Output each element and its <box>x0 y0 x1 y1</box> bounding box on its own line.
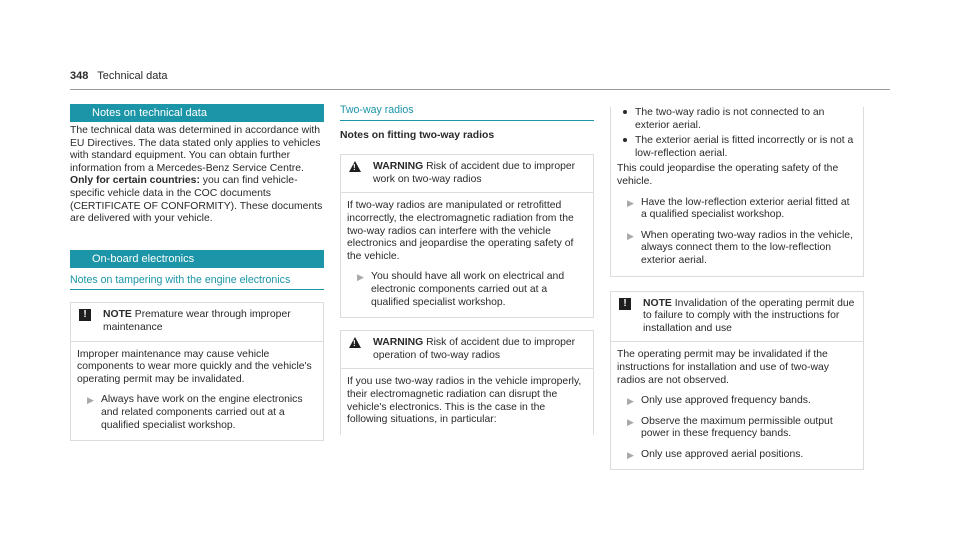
note-body <box>71 341 323 441</box>
column-3 <box>610 104 864 470</box>
warning-body-text-1: If two-way radios are manipulated or retrofitted incorrectly, the electromagnetic radiation from the two-way radios can interfere with the vehicle electronics and jeopardise the operating safety of the vehicle. <box>347 200 574 262</box>
after-bullets-text: This could jeopardise the operating safety of the vehicle. <box>617 163 839 187</box>
bullet-text: The exterior aerial is fitted incorrectly or is not a low-reflection aerial. <box>635 135 854 159</box>
warning-box-continued <box>610 107 864 277</box>
arrow-right-icon: ▶ <box>627 449 634 460</box>
warning-box-work <box>340 154 594 318</box>
intro-paragraph: The technical data was determined in accordance with EU Directives. The data stated only applies to vehicles with standard equipment. You can obtain further information from a Mercedes-Benz Service Centre. <box>70 125 321 174</box>
notice-square-icon: ! <box>619 298 631 310</box>
bullet-text: The two-way radio is not connected to an exterior aerial. <box>635 107 825 131</box>
arrow-right-icon: ▶ <box>627 396 634 407</box>
heading-fitting: Notes on fitting two-way radios <box>340 129 495 141</box>
header-rule <box>70 89 890 90</box>
bullet-dot-icon <box>617 107 635 132</box>
step-item <box>617 197 857 222</box>
note-label: NOTE <box>103 309 132 321</box>
step-item <box>617 449 857 462</box>
countries-text: you can find vehicle-specific vehicle data in the COC documents (CERTIFICATE OF CONFORMITY). These documents are delivered with your vehicle. <box>70 175 323 225</box>
arrow-right-icon: ▶ <box>627 197 634 208</box>
note-text-permit: Invalidation of the operating permit due to failure to comply with the instructions for installation and use <box>643 297 855 334</box>
warning-head-1 <box>341 155 593 192</box>
note-box-permit <box>610 291 864 471</box>
warning-body-1 <box>341 192 593 317</box>
arrow-right-icon: ▶ <box>627 416 634 427</box>
page-number: 348 <box>70 70 89 82</box>
warning-head-2 <box>341 331 593 368</box>
note-text: Premature wear through improper maintenance <box>103 309 291 333</box>
column-2 <box>340 104 594 435</box>
countries-paragraph <box>70 175 324 225</box>
note-step-text: Always have work on the engine electronics and related components carried out at a qualified specialist workshop. <box>101 394 303 431</box>
note-body-text: Improper maintenance may cause vehicle components to wear more quickly and the vehicle's operating permit may be invalidated. <box>77 348 312 385</box>
note-head-permit <box>611 292 863 342</box>
arrow-right-icon: ▶ <box>627 230 634 241</box>
warning-text-2: Risk of accident due to improper operation of two-way radios <box>373 337 576 361</box>
countries-label: Only for certain countries: <box>70 175 200 187</box>
warning-body-text-2: If you use two-way radios in the vehicle improperly, their electromagnetic radiation can disrupt the vehicle's electronics. This is the case in the following situations, in particular: <box>347 376 582 426</box>
step-text: Only use approved frequency bands. <box>641 395 811 407</box>
section-title: Technical data <box>97 70 168 82</box>
note-head <box>71 303 323 340</box>
step-item <box>617 230 857 268</box>
note-body-text-permit: The operating permit may be invalidated if the instructions for installation and use of two-way radios are not observed. <box>617 349 829 386</box>
note-body-permit <box>611 341 863 469</box>
section-bar-technical-data: Notes on technical data <box>70 104 324 122</box>
step-item <box>617 416 857 441</box>
warning-step-1 <box>347 271 587 309</box>
list-item <box>617 135 857 160</box>
arrow-right-icon: ▶ <box>357 272 364 283</box>
note-box-maintenance <box>70 302 324 441</box>
section-bar-onboard: On-board electronics <box>70 250 324 268</box>
column-1 <box>70 104 324 441</box>
warning-triangle-icon <box>349 337 361 348</box>
warning-triangle-icon <box>349 161 361 172</box>
note-step <box>77 394 317 432</box>
step-text: Have the low-reflection exterior aerial fitted at a qualified specialist workshop. <box>641 196 850 221</box>
list-item <box>617 107 857 132</box>
page-header <box>70 70 168 82</box>
warning-text-1: Risk of accident due to improper work on two-way radios <box>373 161 576 185</box>
arrow-right-icon: ▶ <box>87 395 94 406</box>
warning-box-operation <box>340 330 594 435</box>
subheading-two-way-radios: Two-way radios <box>340 104 594 121</box>
note-label-permit: NOTE <box>643 297 672 309</box>
warning-label-1: WARNING <box>373 161 424 173</box>
warning-body-2 <box>341 368 593 434</box>
step-text: Observe the maximum permissible output power in these frequency bands. <box>641 415 833 440</box>
warning-step-text-1: You should have all work on electrical and electronic components carried out at a qualified specialist workshop. <box>371 271 565 308</box>
step-text: When operating two-way radios in the vehicle, always connect them to the low-reflection exterior aerial. <box>641 229 853 266</box>
bullet-dot-icon <box>617 135 635 160</box>
step-text: Only use approved aerial positions. <box>641 448 804 460</box>
step-item <box>617 395 857 408</box>
warning-label-2: WARNING <box>373 337 424 349</box>
notice-square-icon: ! <box>79 309 91 321</box>
subheading-tampering: Notes on tampering with the engine electronics <box>70 274 324 291</box>
